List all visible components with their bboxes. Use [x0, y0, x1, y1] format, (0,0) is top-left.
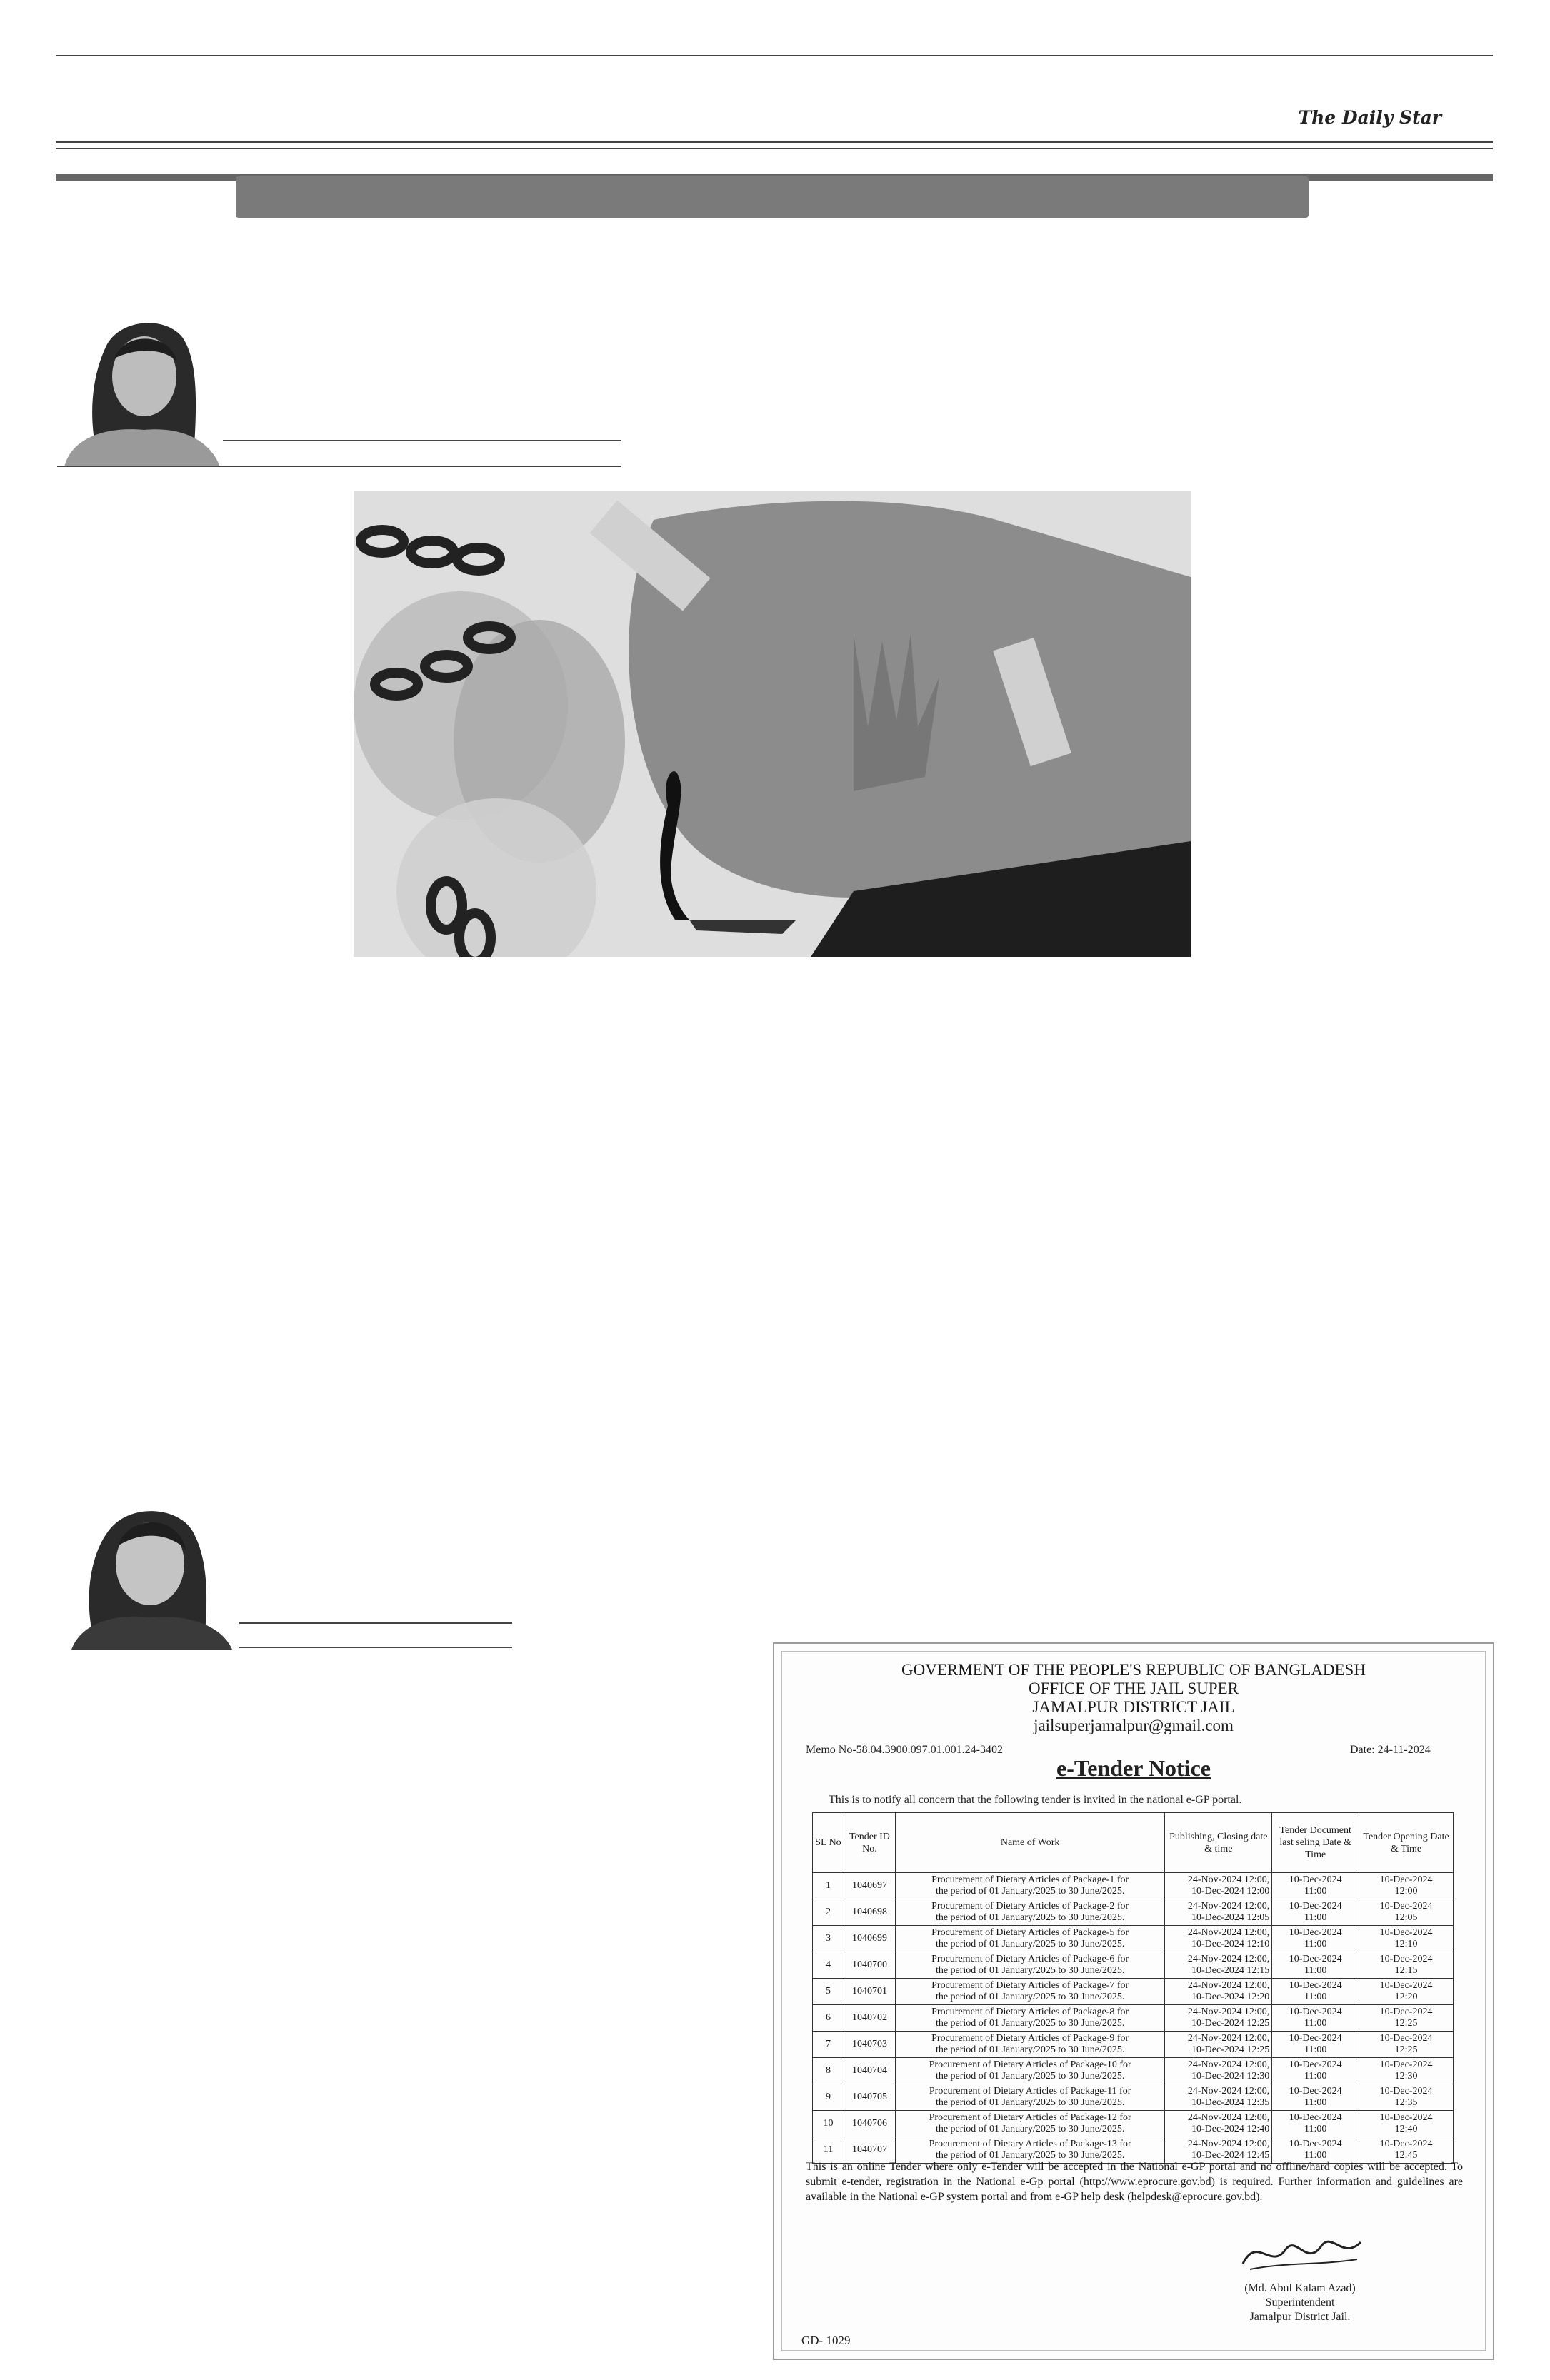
cell-sl [813, 1926, 844, 1952]
cell-publishing-closing-line: 10-Dec-2024 12:35 [1191, 2097, 1270, 2108]
cell-publishing-closing-line: 10-Dec-2024 12:45 [1191, 2150, 1270, 2161]
cell-name-of-work-line: the period of 01 January/2025 to 30 June/2025. [935, 1912, 1125, 1923]
cell-document-selling-line: 11:00 [1304, 2124, 1327, 2134]
cell-name-of-work-line: Procurement of Dietary Articles of Package-12 for [929, 2112, 1131, 2123]
cell-document-selling-line: 11:00 [1304, 1992, 1327, 2002]
cell-tender-id [844, 1926, 895, 1952]
ad-header-line-1: GOVERMENT OF THE PEOPLE'S REPUBLIC OF BANGLADESH [901, 1661, 1366, 1679]
cell-sl-line: 11 [823, 2144, 834, 2155]
cell-document-selling-line: 10-Dec-2024 [1289, 1901, 1342, 1912]
ad-code: GD- 1029 [801, 2334, 851, 2347]
cell-opening-line: 12:35 [1394, 2097, 1418, 2108]
author-photo-2 [61, 1496, 239, 1650]
ad-memo-number: Memo No-58.04.3900.097.01.001.24-3402 [806, 1744, 1003, 1756]
cell-name-of-work [895, 2032, 1164, 2058]
cell-document-selling-line: 11:00 [1304, 1939, 1327, 1949]
cell-opening [1359, 1979, 1454, 2005]
cell-opening-line: 10-Dec-2024 [1379, 1901, 1433, 1912]
cell-opening [1359, 1899, 1454, 1926]
cell-document-selling [1272, 2058, 1359, 2084]
cell-tender-id [844, 1873, 895, 1899]
cell-opening-line: 10-Dec-2024 [1379, 1954, 1433, 1964]
cell-sl-line: 3 [825, 1933, 831, 1944]
author-1-rule-b [57, 466, 621, 467]
author-photo-1 [57, 308, 223, 467]
cell-sl-line: 7 [825, 2039, 831, 2049]
cell-document-selling-line: 10-Dec-2024 [1289, 1954, 1342, 1964]
cell-document-selling [1272, 2084, 1359, 2111]
cell-name-of-work-line: the period of 01 January/2025 to 30 June/2025. [935, 2097, 1125, 2108]
cell-publishing-closing [1165, 2111, 1272, 2137]
cell-sl [813, 1952, 844, 1979]
cell-name-of-work-line: the period of 01 January/2025 to 30 June/2025. [935, 1886, 1125, 1897]
cell-sl [813, 2058, 844, 2084]
cell-tender-id [844, 1979, 895, 2005]
signature-mark [1229, 2228, 1371, 2278]
cell-document-selling-line: 10-Dec-2024 [1289, 2086, 1342, 2097]
cell-sl-line: 10 [823, 2118, 834, 2129]
cell-name-of-work [895, 2005, 1164, 2032]
cell-sl [813, 2005, 844, 2032]
cell-name-of-work-line: the period of 01 January/2025 to 30 June/2025. [935, 2044, 1125, 2055]
cell-tender-id-line: 1040697 [851, 1880, 887, 1891]
ad-footer-text: This is an online Tender where only e-Tender will be accepted in the National e-GP portal and no offline/hard copies will be accepted. To submit e-tender, registration in the National e-Gp portal (http://www.eprocure.gov.bd) is required. Further information and guidelines are available in the National e-GP system portal and from e-GP help desk (helpdesk@eprocure.gov.bd). [806, 2161, 1463, 2203]
cell-publishing-closing-line: 24-Nov-2024 12:00, [1187, 2033, 1270, 2044]
table-row [813, 1979, 1454, 2005]
cell-sl-line: 9 [825, 2092, 831, 2102]
cell-sl-line: 2 [825, 1907, 831, 1917]
cell-sl-line: 1 [825, 1880, 831, 1891]
cell-opening [1359, 2084, 1454, 2111]
cell-opening [1359, 1926, 1454, 1952]
ad-signer-block [1207, 2281, 1393, 2324]
ad-header-email: jailsuperjamalpur@gmail.com [1034, 1717, 1234, 1734]
cell-opening [1359, 1952, 1454, 1979]
signer-name: (Md. Abul Kalam Azad) [1244, 2282, 1356, 2294]
cell-opening-line: 12:00 [1394, 1886, 1418, 1897]
cell-tender-id-line: 1040700 [851, 1959, 887, 1970]
cell-tender-id [844, 2032, 895, 2058]
cell-publishing-closing-line: 10-Dec-2024 12:40 [1191, 2124, 1270, 2134]
table-row [813, 1926, 1454, 1952]
cell-document-selling-line: 11:00 [1304, 1886, 1327, 1897]
cell-publishing-closing [1165, 1873, 1272, 1899]
cell-publishing-closing-line: 10-Dec-2024 12:05 [1191, 1912, 1270, 1923]
cell-tender-id [844, 2058, 895, 2084]
cell-document-selling-line: 10-Dec-2024 [1289, 2059, 1342, 2070]
cell-opening-line: 12:05 [1394, 1912, 1418, 1923]
ad-title: e-Tender Notice [1056, 1755, 1211, 1781]
cell-opening-line: 10-Dec-2024 [1379, 2086, 1433, 2097]
cell-name-of-work [895, 2084, 1164, 2111]
cell-name-of-work-line: Procurement of Dietary Articles of Package-2 for [931, 1901, 1129, 1912]
cell-opening [1359, 2005, 1454, 2032]
ad-intro-text: This is to notify all concern that the following tender is invited in the national e-GP portal. [829, 1794, 1242, 1806]
tender-table [812, 1812, 1454, 2164]
masthead-name: The Daily Star [1298, 107, 1441, 128]
cell-publishing-closing-line: 24-Nov-2024 12:00, [1187, 2139, 1270, 2149]
cell-opening-line: 10-Dec-2024 [1379, 1927, 1433, 1938]
cell-document-selling-line: 11:00 [1304, 2044, 1327, 2055]
cell-sl-line: 8 [825, 2065, 831, 2076]
cell-name-of-work [895, 2111, 1164, 2137]
cell-opening-line: 12:25 [1394, 2044, 1418, 2055]
cell-document-selling-line: 11:00 [1304, 1912, 1327, 1923]
cell-name-of-work [895, 2058, 1164, 2084]
cell-tender-id-line: 1040698 [851, 1907, 887, 1917]
cell-tender-id-line: 1040705 [851, 2092, 887, 2102]
cell-name-of-work-line: the period of 01 January/2025 to 30 June/2025. [935, 1939, 1125, 1949]
cell-opening [1359, 2111, 1454, 2137]
cell-name-of-work-line: Procurement of Dietary Articles of Package-10 for [929, 2059, 1131, 2070]
cell-tender-id [844, 1899, 895, 1926]
cell-publishing-closing [1165, 1926, 1272, 1952]
ad-date: Date: 24-11-2024 [1350, 1744, 1431, 1756]
cell-publishing-closing [1165, 1952, 1272, 1979]
col-header-document-selling: Tender Document last seling Date & Time [1272, 1813, 1359, 1873]
cell-publishing-closing-line: 24-Nov-2024 12:00, [1187, 1954, 1270, 1964]
cell-opening-line: 12:20 [1394, 1992, 1418, 2002]
signer-title: Superintendent [1265, 2296, 1335, 2309]
table-row [813, 1873, 1454, 1899]
cell-document-selling-line: 10-Dec-2024 [1289, 1874, 1342, 1885]
cell-name-of-work [895, 1873, 1164, 1899]
cell-tender-id [844, 1952, 895, 1979]
cell-opening [1359, 2032, 1454, 2058]
cell-publishing-closing-line: 24-Nov-2024 12:00, [1187, 1874, 1270, 1885]
cell-document-selling-line: 10-Dec-2024 [1289, 1980, 1342, 1991]
cell-publishing-closing-line: 10-Dec-2024 12:25 [1191, 2018, 1270, 2029]
table-row [813, 2111, 1454, 2137]
cell-tender-id [844, 2111, 895, 2137]
cell-document-selling [1272, 1952, 1359, 1979]
cell-publishing-closing-line: 10-Dec-2024 12:30 [1191, 2071, 1270, 2082]
cell-sl [813, 1979, 844, 2005]
cell-name-of-work-line: Procurement of Dietary Articles of Package-13 for [929, 2139, 1131, 2149]
cell-publishing-closing [1165, 1899, 1272, 1926]
cell-name-of-work-line: Procurement of Dietary Articles of Package-8 for [931, 2007, 1129, 2017]
cell-publishing-closing-line: 24-Nov-2024 12:00, [1187, 2086, 1270, 2097]
cell-document-selling-line: 10-Dec-2024 [1289, 2033, 1342, 2044]
cell-publishing-closing-line: 10-Dec-2024 12:20 [1191, 1992, 1270, 2002]
cell-name-of-work-line: Procurement of Dietary Articles of Package-11 for [929, 2086, 1131, 2097]
article-illustration [354, 491, 1191, 957]
table-row [813, 1952, 1454, 1979]
cell-document-selling [1272, 1873, 1359, 1899]
cell-publishing-closing-line: 10-Dec-2024 12:25 [1191, 2044, 1270, 2055]
cell-opening-line: 10-Dec-2024 [1379, 2033, 1433, 2044]
signer-office: Jamalpur District Jail. [1249, 2311, 1351, 2323]
cell-name-of-work-line: Procurement of Dietary Articles of Package-9 for [931, 2033, 1129, 2044]
cell-opening-line: 12:25 [1394, 2018, 1418, 2029]
cell-document-selling-line: 11:00 [1304, 2018, 1327, 2029]
cell-publishing-closing-line: 10-Dec-2024 12:00 [1191, 1886, 1270, 1897]
cell-name-of-work-line: Procurement of Dietary Articles of Package-6 for [931, 1954, 1129, 1964]
cell-name-of-work-line: the period of 01 January/2025 to 30 June/2025. [935, 2150, 1125, 2161]
cell-name-of-work [895, 1926, 1164, 1952]
cell-sl [813, 2032, 844, 2058]
cell-tender-id-line: 1040701 [851, 1986, 887, 1997]
cell-name-of-work-line: Procurement of Dietary Articles of Package-5 for [931, 1927, 1129, 1938]
cell-publishing-closing [1165, 2005, 1272, 2032]
cell-document-selling [1272, 1979, 1359, 2005]
cell-name-of-work [895, 1952, 1164, 1979]
table-row [813, 2084, 1454, 2111]
cell-sl [813, 1873, 844, 1899]
cell-document-selling-line: 10-Dec-2024 [1289, 2139, 1342, 2149]
col-header-tender-id: Tender ID No. [844, 1813, 895, 1873]
cell-sl-line: 5 [825, 1986, 831, 1997]
cell-document-selling-line: 11:00 [1304, 2150, 1327, 2161]
table-row [813, 2058, 1454, 2084]
cell-name-of-work-line: the period of 01 January/2025 to 30 June/2025. [935, 1965, 1125, 1976]
cell-name-of-work [895, 1979, 1164, 2005]
cell-publishing-closing-line: 10-Dec-2024 12:15 [1191, 1965, 1270, 1976]
cell-document-selling [1272, 2032, 1359, 2058]
cell-opening-line: 10-Dec-2024 [1379, 1874, 1433, 1885]
cell-opening-line: 10-Dec-2024 [1379, 1980, 1433, 1991]
cell-opening-line: 12:40 [1394, 2124, 1418, 2134]
tender-table-header-row [813, 1813, 1454, 1873]
cell-opening-line: 10-Dec-2024 [1379, 2112, 1433, 2123]
masthead-rule-2 [56, 148, 1493, 149]
cell-publishing-closing-line: 24-Nov-2024 12:00, [1187, 1901, 1270, 1912]
cell-document-selling-line: 10-Dec-2024 [1289, 1927, 1342, 1938]
cell-name-of-work [895, 1899, 1164, 1926]
section-header-bar [236, 176, 1309, 218]
author-2-rule-b [239, 1647, 512, 1648]
cell-publishing-closing [1165, 2032, 1272, 2058]
col-header-opening: Tender Opening Date & Time [1359, 1813, 1454, 1873]
cell-publishing-closing [1165, 2058, 1272, 2084]
cell-sl-line: 6 [825, 2012, 831, 2023]
cell-publishing-closing-line: 24-Nov-2024 12:00, [1187, 2112, 1270, 2123]
cell-opening-line: 12:45 [1394, 2150, 1418, 2161]
ad-header-line-3: JAMALPUR DISTRICT JAIL [1032, 1698, 1235, 1716]
cell-tender-id-line: 1040704 [851, 2065, 887, 2076]
cell-opening-line: 10-Dec-2024 [1379, 2007, 1433, 2017]
cell-publishing-closing-line: 24-Nov-2024 12:00, [1187, 1927, 1270, 1938]
cell-sl-line: 4 [825, 1959, 831, 1970]
cell-publishing-closing-line: 10-Dec-2024 12:10 [1191, 1939, 1270, 1949]
cell-tender-id [844, 2005, 895, 2032]
cell-tender-id [844, 2084, 895, 2111]
cell-opening-line: 10-Dec-2024 [1379, 2059, 1433, 2070]
table-row [813, 2005, 1454, 2032]
cell-tender-id-line: 1040703 [851, 2039, 887, 2049]
cell-opening-line: 12:30 [1394, 2071, 1418, 2082]
cell-publishing-closing-line: 24-Nov-2024 12:00, [1187, 2007, 1270, 2017]
table-row [813, 1899, 1454, 1926]
cell-opening [1359, 2058, 1454, 2084]
cell-opening [1359, 1873, 1454, 1899]
cell-sl [813, 2084, 844, 2111]
cell-document-selling-line: 10-Dec-2024 [1289, 2112, 1342, 2123]
cell-document-selling [1272, 1926, 1359, 1952]
cell-document-selling-line: 11:00 [1304, 1965, 1327, 1976]
cell-document-selling-line: 11:00 [1304, 2097, 1327, 2108]
col-header-name-of-work: Name of Work [895, 1813, 1164, 1873]
cell-name-of-work-line: Procurement of Dietary Articles of Package-7 for [931, 1980, 1129, 1991]
cell-tender-id-line: 1040706 [851, 2118, 887, 2129]
cell-document-selling-line: 10-Dec-2024 [1289, 2007, 1342, 2017]
ad-header-line-2: OFFICE OF THE JAIL SUPER [1029, 1679, 1239, 1697]
col-header-publishing-closing: Publishing, Closing date & time [1165, 1813, 1272, 1873]
cell-tender-id-line: 1040707 [851, 2144, 887, 2155]
cell-publishing-closing-line: 24-Nov-2024 12:00, [1187, 1980, 1270, 1991]
cell-publishing-closing [1165, 2084, 1272, 2111]
cell-name-of-work-line: the period of 01 January/2025 to 30 June/2025. [935, 1992, 1125, 2002]
col-header-sl: SL No [813, 1813, 844, 1873]
cell-opening-line: 12:15 [1394, 1965, 1418, 1976]
cell-document-selling [1272, 2005, 1359, 2032]
cell-name-of-work-line: the period of 01 January/2025 to 30 June/2025. [935, 2124, 1125, 2134]
cell-document-selling [1272, 1899, 1359, 1926]
cell-sl [813, 1899, 844, 1926]
cell-opening-line: 10-Dec-2024 [1379, 2139, 1433, 2149]
author-2-rule-a [239, 1622, 512, 1624]
cell-document-selling-line: 11:00 [1304, 2071, 1327, 2082]
cell-tender-id-line: 1040699 [851, 1933, 887, 1944]
cell-publishing-closing-line: 24-Nov-2024 12:00, [1187, 2059, 1270, 2070]
cell-publishing-closing [1165, 1979, 1272, 2005]
author-1-rule-a [223, 440, 621, 441]
cell-name-of-work-line: Procurement of Dietary Articles of Package-1 for [931, 1874, 1129, 1885]
table-row [813, 2032, 1454, 2058]
masthead-rule-1 [56, 141, 1493, 143]
cell-name-of-work-line: the period of 01 January/2025 to 30 June/2025. [935, 2018, 1125, 2029]
cell-document-selling [1272, 2111, 1359, 2137]
cell-sl [813, 2111, 844, 2137]
cell-opening-line: 12:10 [1394, 1939, 1418, 1949]
cell-name-of-work-line: the period of 01 January/2025 to 30 June/2025. [935, 2071, 1125, 2082]
top-rule [56, 55, 1493, 56]
cell-tender-id-line: 1040702 [851, 2012, 887, 2023]
